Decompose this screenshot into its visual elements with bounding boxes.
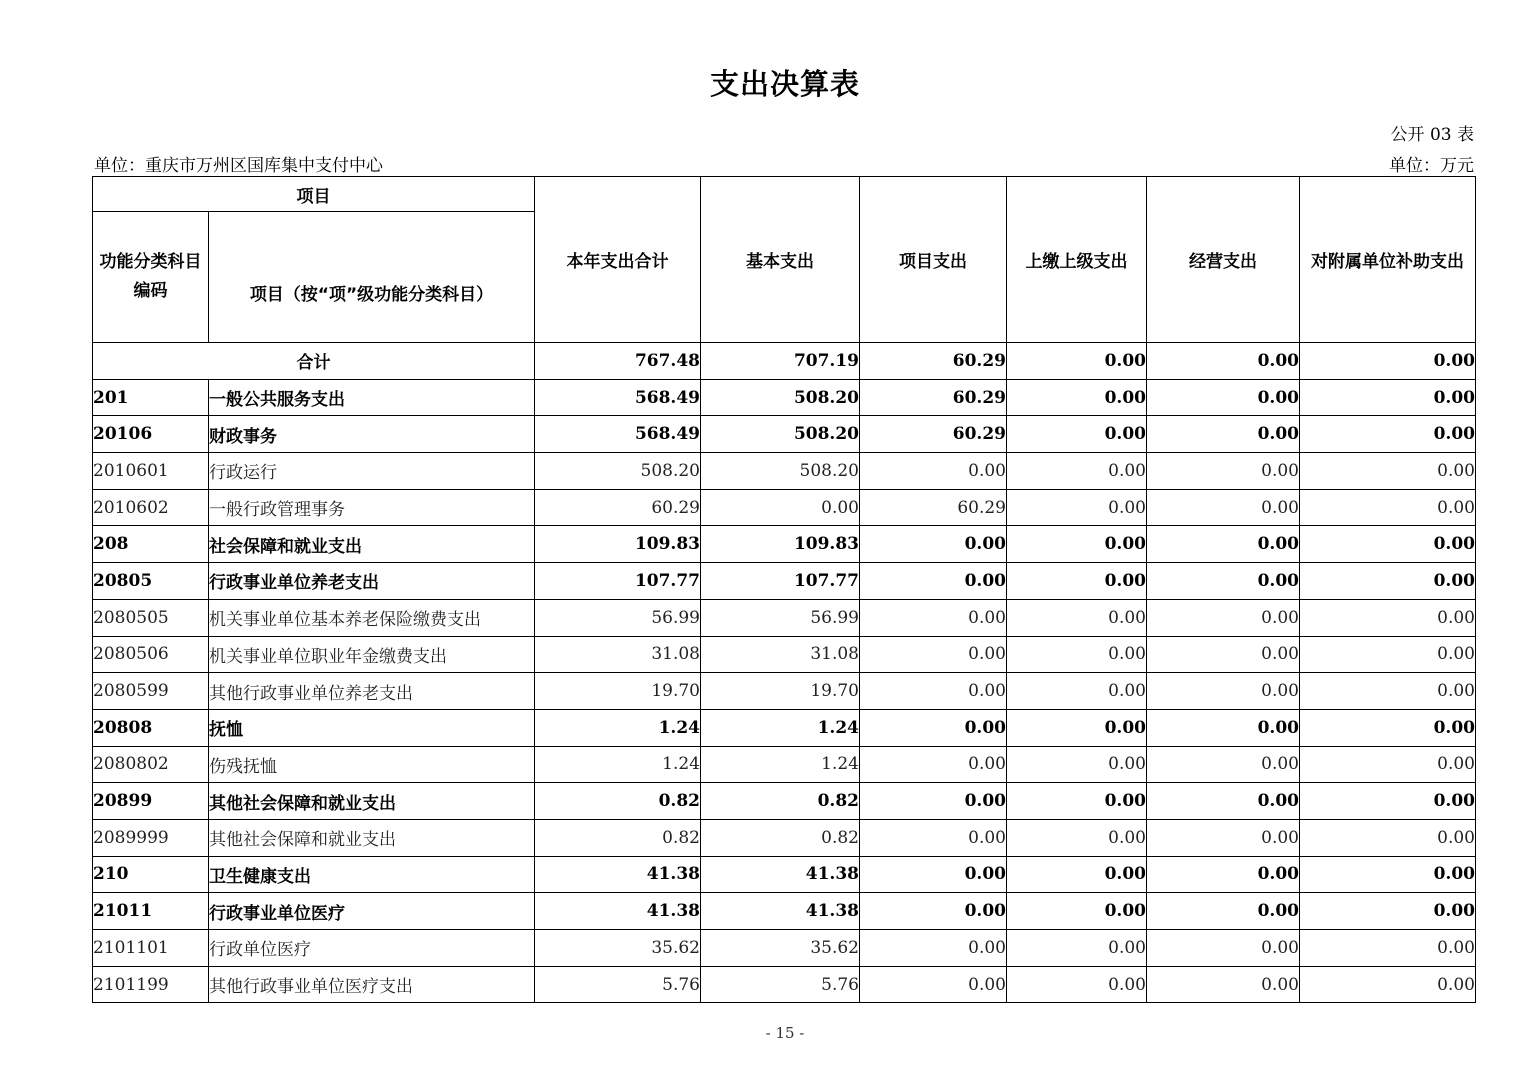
table-row — [93, 379, 1476, 416]
code-cell: 2010601 — [93, 453, 209, 490]
code-cell: 2080505 — [93, 599, 209, 636]
value-cell: 508.20 — [701, 416, 860, 453]
code-cell: 21011 — [93, 893, 209, 930]
table-row — [93, 563, 1476, 600]
table-row — [93, 599, 1476, 636]
organization-unit: 单位：重庆市万州区国库集中支付中心 — [94, 156, 383, 176]
table-row — [93, 930, 1476, 967]
value-cell: 0.00 — [1300, 453, 1476, 490]
table-row — [93, 746, 1476, 783]
value-cell: 0.00 — [1300, 673, 1476, 710]
total-cell: 707.19 — [701, 343, 860, 380]
value-cell: 60.29 — [535, 489, 701, 526]
value-cell: 56.99 — [701, 599, 860, 636]
value-cell: 109.83 — [535, 526, 701, 563]
form-number: 公开 03 表 — [1390, 125, 1474, 145]
value-cell: 0.00 — [860, 819, 1007, 856]
header-basic: 基本支出 — [701, 177, 860, 343]
name-cell: 其他行政事业单位养老支出 — [209, 673, 535, 710]
value-cell: 0.82 — [535, 819, 701, 856]
name-cell: 行政事业单位医疗 — [209, 893, 535, 930]
value-cell: 568.49 — [535, 416, 701, 453]
currency-unit: 单位：万元 — [1389, 156, 1474, 176]
value-cell: 1.24 — [535, 709, 701, 746]
value-cell: 0.00 — [1300, 893, 1476, 930]
value-cell: 0.00 — [1007, 673, 1147, 710]
value-cell: 0.00 — [860, 966, 1007, 1003]
value-cell: 0.00 — [1007, 526, 1147, 563]
value-cell: 60.29 — [860, 416, 1007, 453]
value-cell: 0.00 — [1147, 746, 1300, 783]
value-cell: 0.00 — [1007, 453, 1147, 490]
code-cell: 2101101 — [93, 930, 209, 967]
value-cell: 0.00 — [860, 783, 1007, 820]
name-cell: 财政事务 — [209, 416, 535, 453]
total-row — [93, 343, 1476, 380]
value-cell: 0.00 — [1007, 563, 1147, 600]
page-title: 支出决算表 — [709, 67, 860, 101]
value-cell: 0.00 — [1147, 966, 1300, 1003]
value-cell: 41.38 — [535, 856, 701, 893]
value-cell: 1.24 — [701, 709, 860, 746]
value-cell: 0.00 — [1300, 746, 1476, 783]
value-cell: 0.00 — [1007, 416, 1147, 453]
value-cell: 41.38 — [535, 893, 701, 930]
value-cell: 0.00 — [1300, 783, 1476, 820]
value-cell: 107.77 — [701, 563, 860, 600]
table-row — [93, 636, 1476, 673]
value-cell: 0.00 — [1300, 636, 1476, 673]
value-cell: 0.00 — [1300, 526, 1476, 563]
value-cell: 0.00 — [860, 893, 1007, 930]
value-cell: 31.08 — [535, 636, 701, 673]
name-cell: 一般行政管理事务 — [209, 489, 535, 526]
value-cell: 41.38 — [701, 856, 860, 893]
value-cell: 0.00 — [1007, 893, 1147, 930]
value-cell: 60.29 — [860, 489, 1007, 526]
value-cell: 508.20 — [535, 453, 701, 490]
code-cell: 2080802 — [93, 746, 209, 783]
table-row — [93, 819, 1476, 856]
table-row — [93, 783, 1476, 820]
value-cell: 0.00 — [860, 599, 1007, 636]
value-cell: 0.82 — [535, 783, 701, 820]
name-cell: 抚恤 — [209, 709, 535, 746]
total-cell: 60.29 — [860, 343, 1007, 380]
value-cell: 0.00 — [1007, 783, 1147, 820]
value-cell: 0.82 — [701, 819, 860, 856]
value-cell: 0.00 — [1147, 636, 1300, 673]
name-cell: 机关事业单位基本养老保险缴费支出 — [209, 599, 535, 636]
table-row — [93, 893, 1476, 930]
header-project: 项目 — [93, 177, 535, 212]
value-cell: 0.00 — [1007, 856, 1147, 893]
table-row — [93, 709, 1476, 746]
code-cell: 20805 — [93, 563, 209, 600]
value-cell: 0.00 — [1300, 379, 1476, 416]
value-cell: 19.70 — [535, 673, 701, 710]
value-cell: 60.29 — [860, 379, 1007, 416]
total-label: 合计 — [93, 343, 535, 380]
header-code: 功能分类科目编码 — [93, 212, 209, 343]
name-cell: 其他社会保障和就业支出 — [209, 783, 535, 820]
value-cell: 0.00 — [1007, 966, 1147, 1003]
value-cell: 0.00 — [1007, 379, 1147, 416]
header-name: 项目（按“项”级功能分类科目） — [209, 212, 535, 343]
value-cell: 0.00 — [1147, 526, 1300, 563]
value-cell: 1.24 — [535, 746, 701, 783]
value-cell: 0.00 — [1007, 636, 1147, 673]
value-cell: 0.00 — [1147, 416, 1300, 453]
code-cell: 201 — [93, 379, 209, 416]
value-cell: 0.00 — [1147, 783, 1300, 820]
header-upper: 上缴上级支出 — [1007, 177, 1147, 343]
expenditure-table — [92, 176, 1476, 1003]
name-cell: 社会保障和就业支出 — [209, 526, 535, 563]
value-cell: 568.49 — [535, 379, 701, 416]
table-body — [93, 343, 1476, 1003]
code-cell: 2101199 — [93, 966, 209, 1003]
code-cell: 210 — [93, 856, 209, 893]
name-cell: 行政单位医疗 — [209, 930, 535, 967]
header-total: 本年支出合计 — [535, 177, 701, 343]
table-row — [93, 673, 1476, 710]
value-cell: 31.08 — [701, 636, 860, 673]
code-cell: 20808 — [93, 709, 209, 746]
value-cell: 0.00 — [1300, 416, 1476, 453]
value-cell: 0.00 — [860, 930, 1007, 967]
value-cell: 0.00 — [860, 563, 1007, 600]
header-subsidy: 对附属单位补助支出 — [1300, 177, 1476, 343]
value-cell: 0.00 — [1300, 599, 1476, 636]
value-cell: 35.62 — [701, 930, 860, 967]
value-cell: 0.00 — [1007, 489, 1147, 526]
value-cell: 0.00 — [860, 673, 1007, 710]
table-row — [93, 453, 1476, 490]
value-cell: 0.00 — [1147, 930, 1300, 967]
value-cell: 5.76 — [701, 966, 860, 1003]
code-cell: 20106 — [93, 416, 209, 453]
value-cell: 0.00 — [1300, 489, 1476, 526]
value-cell: 0.82 — [701, 783, 860, 820]
name-cell: 伤残抚恤 — [209, 746, 535, 783]
table-row — [93, 489, 1476, 526]
value-cell: 0.00 — [1147, 673, 1300, 710]
value-cell: 508.20 — [701, 379, 860, 416]
value-cell: 41.38 — [701, 893, 860, 930]
value-cell: 0.00 — [860, 746, 1007, 783]
value-cell: 0.00 — [1300, 709, 1476, 746]
value-cell: 0.00 — [1147, 379, 1300, 416]
value-cell: 0.00 — [1147, 453, 1300, 490]
value-cell: 109.83 — [701, 526, 860, 563]
value-cell: 508.20 — [701, 453, 860, 490]
table-row — [93, 966, 1476, 1003]
name-cell: 机关事业单位职业年金缴费支出 — [209, 636, 535, 673]
name-cell: 其他社会保障和就业支出 — [209, 819, 535, 856]
value-cell: 0.00 — [1300, 856, 1476, 893]
value-cell: 0.00 — [1007, 819, 1147, 856]
value-cell: 0.00 — [1300, 563, 1476, 600]
page-number: - 15 - — [765, 1024, 805, 1042]
name-cell: 其他行政事业单位医疗支出 — [209, 966, 535, 1003]
value-cell: 0.00 — [860, 453, 1007, 490]
value-cell: 0.00 — [1147, 489, 1300, 526]
name-cell: 行政运行 — [209, 453, 535, 490]
value-cell: 1.24 — [701, 746, 860, 783]
header-business: 经营支出 — [1147, 177, 1300, 343]
value-cell: 0.00 — [1300, 930, 1476, 967]
value-cell: 0.00 — [860, 636, 1007, 673]
name-cell: 一般公共服务支出 — [209, 379, 535, 416]
name-cell: 行政事业单位养老支出 — [209, 563, 535, 600]
value-cell: 0.00 — [1147, 856, 1300, 893]
header-project-expense: 项目支出 — [860, 177, 1007, 343]
value-cell: 0.00 — [701, 489, 860, 526]
value-cell: 5.76 — [535, 966, 701, 1003]
value-cell: 0.00 — [860, 856, 1007, 893]
value-cell: 19.70 — [701, 673, 860, 710]
value-cell: 0.00 — [1147, 599, 1300, 636]
total-cell: 767.48 — [535, 343, 701, 380]
table-row — [93, 856, 1476, 893]
table-row — [93, 416, 1476, 453]
value-cell: 0.00 — [1147, 893, 1300, 930]
code-cell: 208 — [93, 526, 209, 563]
table-row — [93, 526, 1476, 563]
value-cell: 56.99 — [535, 599, 701, 636]
code-cell: 20899 — [93, 783, 209, 820]
value-cell: 0.00 — [1147, 819, 1300, 856]
value-cell: 0.00 — [1007, 599, 1147, 636]
code-cell: 2080506 — [93, 636, 209, 673]
value-cell: 107.77 — [535, 563, 701, 600]
value-cell: 0.00 — [1007, 709, 1147, 746]
value-cell: 35.62 — [535, 930, 701, 967]
total-cell: 0.00 — [1007, 343, 1147, 380]
value-cell: 0.00 — [860, 709, 1007, 746]
name-cell: 卫生健康支出 — [209, 856, 535, 893]
value-cell: 0.00 — [1147, 709, 1300, 746]
code-cell: 2080599 — [93, 673, 209, 710]
value-cell: 0.00 — [1300, 819, 1476, 856]
code-cell: 2010602 — [93, 489, 209, 526]
total-cell: 0.00 — [1300, 343, 1476, 380]
value-cell: 0.00 — [1007, 930, 1147, 967]
value-cell: 0.00 — [1147, 563, 1300, 600]
value-cell: 0.00 — [1007, 746, 1147, 783]
total-cell: 0.00 — [1147, 343, 1300, 380]
code-cell: 2089999 — [93, 819, 209, 856]
value-cell: 0.00 — [1300, 966, 1476, 1003]
value-cell: 0.00 — [860, 526, 1007, 563]
